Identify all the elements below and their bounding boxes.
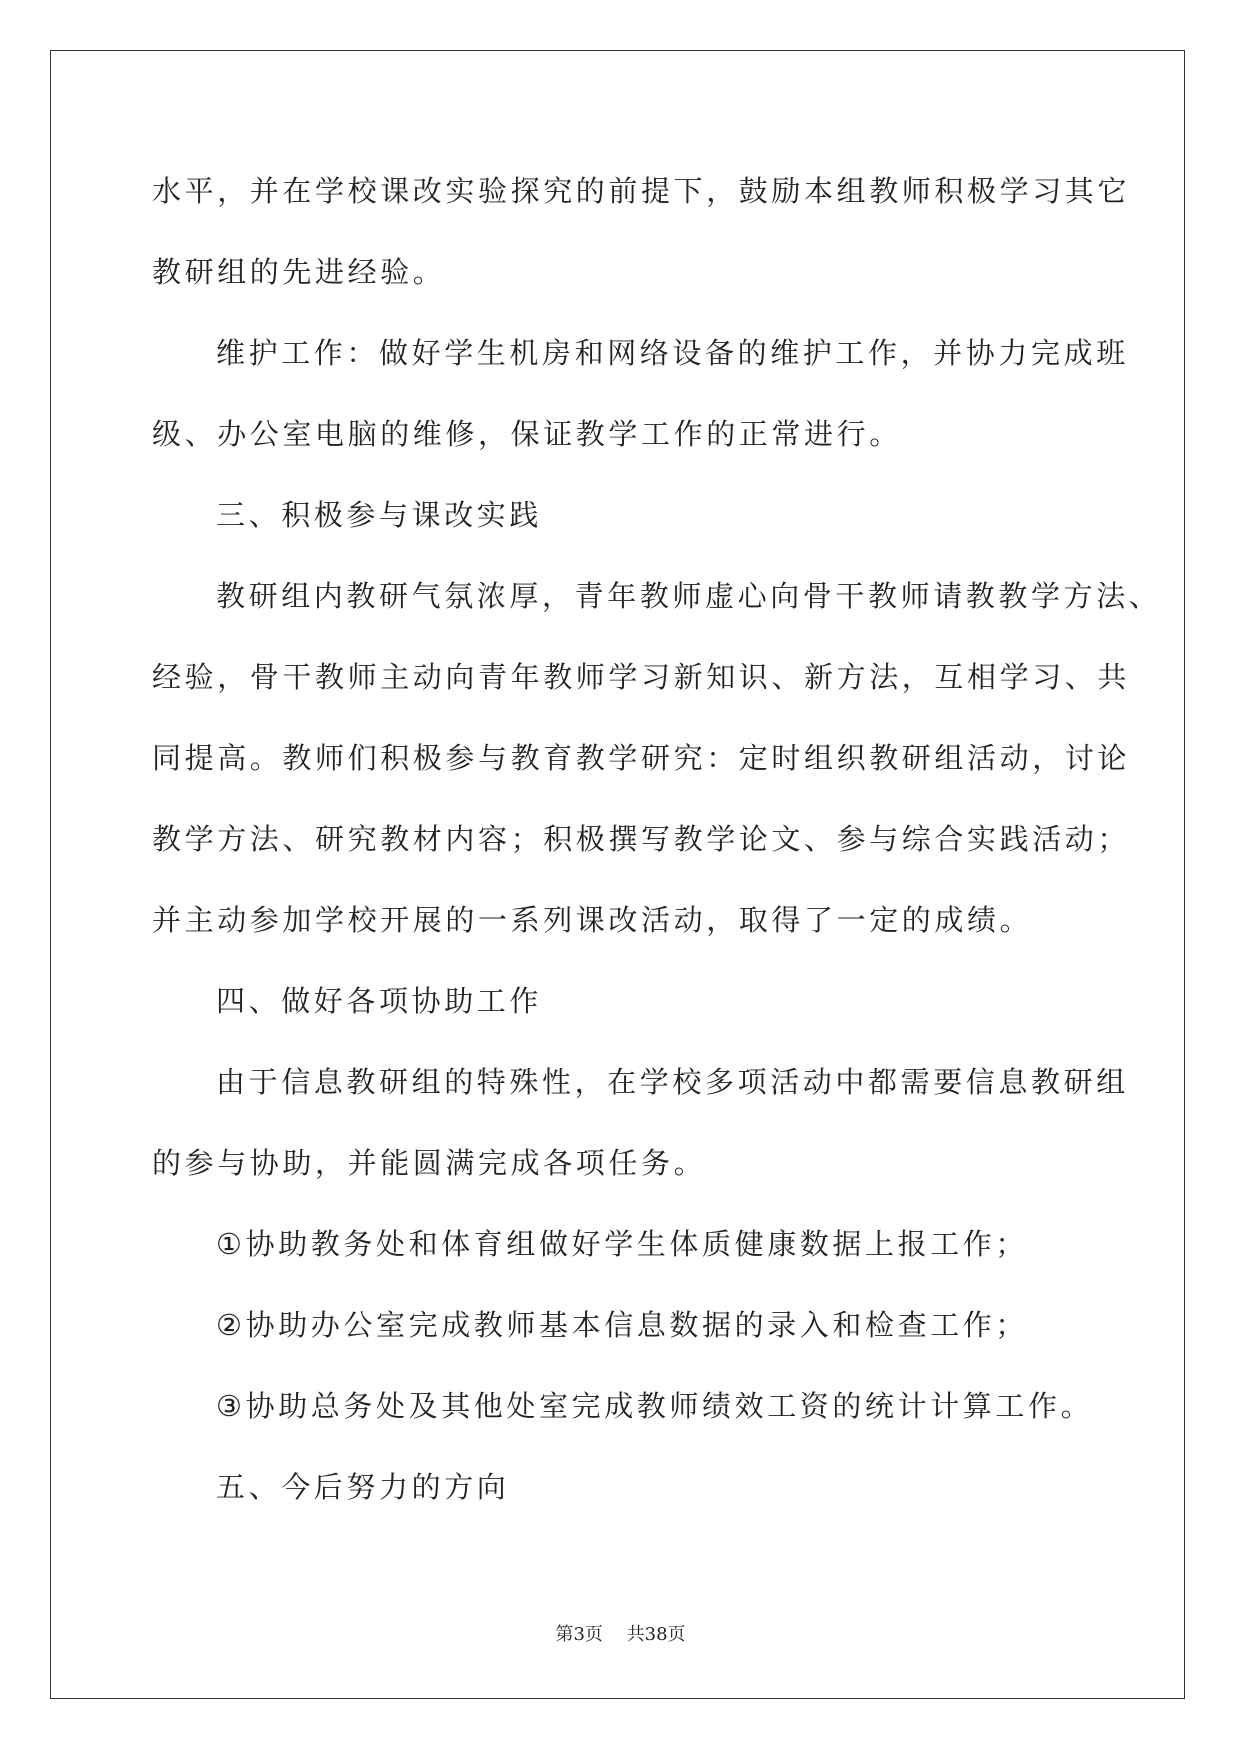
page-total: 共38页 (626, 1624, 686, 1645)
section-heading-3: 三、积极参与课改实践 (216, 498, 543, 532)
page-footer (0, 1620, 1241, 1646)
list-item-2: ②协助办公室完成教师基本信息数据的录入和检查工作； (216, 1308, 1028, 1342)
paragraph-maintenance: 维护工作：做好学生机房和网络设备的维护工作，并协力完成班 (216, 336, 1129, 370)
text-line-13: 的参与协助，并能圆满完成各项任务。 (152, 1146, 707, 1180)
text-line-2: 教研组的先进经验。 (152, 255, 446, 289)
page-number: 第3页 (555, 1624, 603, 1645)
paragraph-assist: 由于信息教研组的特殊性，在学校多项活动中都需要信息教研组 (216, 1065, 1129, 1099)
paragraph-research: 教研组内教研气氛浓厚，青年教师虚心向骨干教师请教教学方法、 (216, 579, 1162, 613)
list-item-1: ①协助教务处和体育组做好学生体质健康数据上报工作； (216, 1227, 1028, 1261)
text-line-7: 经验，骨干教师主动向青年教师学习新知识、新方法，互相学习、共 (152, 660, 1131, 694)
text-line-9: 教学方法、研究教材内容；积极撰写教学论文、参与综合实践活动； (152, 822, 1131, 856)
text-line-1: 水平，并在学校课改实验探究的前提下，鼓励本组教师积极学习其它 (152, 174, 1131, 208)
section-heading-5: 五、今后努力的方向 (216, 1470, 510, 1504)
section-heading-4: 四、做好各项协助工作 (216, 984, 543, 1018)
text-line-8: 同提高。教师们积极参与教育教学研究：定时组织教研组活动，讨论 (152, 741, 1131, 775)
document-body (152, 164, 1162, 1541)
list-item-3: ③协助总务处及其他处室完成教师绩效工资的统计计算工作。 (216, 1389, 1094, 1423)
text-line-10: 并主动参加学校开展的一系列课改活动，取得了一定的成绩。 (152, 903, 1033, 937)
text-line-4: 级、办公室电脑的维修，保证教学工作的正常进行。 (152, 417, 902, 451)
